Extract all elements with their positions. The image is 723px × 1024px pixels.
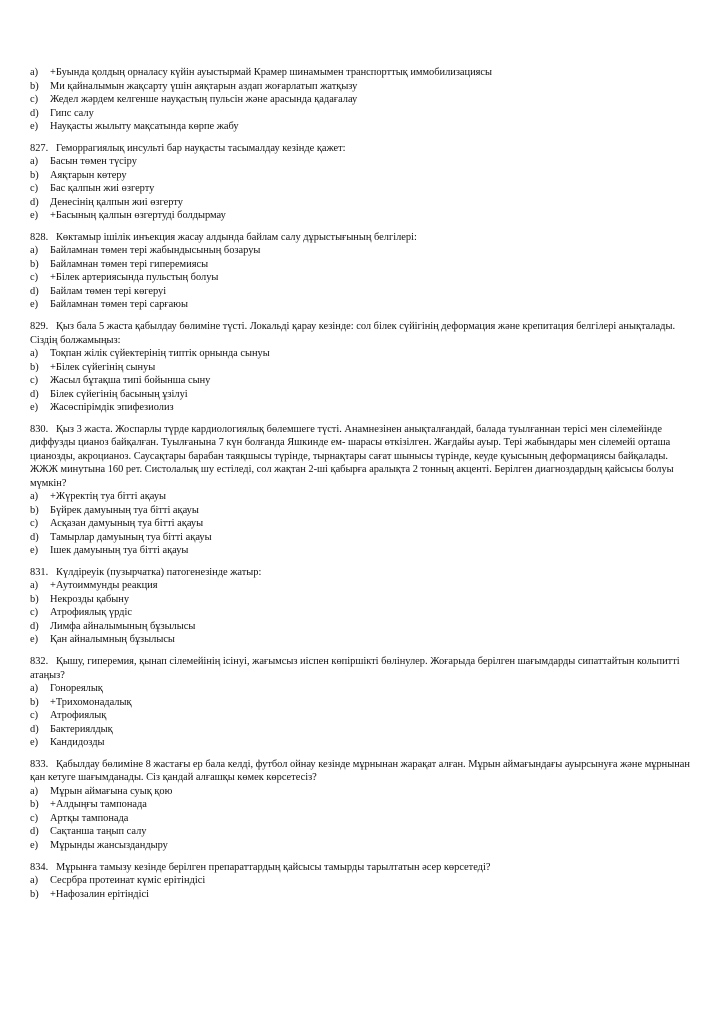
question-number: 829. xyxy=(30,321,49,333)
question-body: Геморрагиялық инсульті бар науқасты тасымалдау кезінде қажет: xyxy=(55,142,346,154)
question-body: Қыз 3 жаста. Жоспарлы түрде кардиологиялық бөлемшеге түсті. Анамнезінен анықталғандай, балада туылғаннан терісі мен сілемейінде диффузды цианоз байқалған. Туылғанына 7 күн болғанда Яшкинде ем- шарасы өткізілген. Жағдайы ауыр. Тері жабындары мен сілемейі орташа цианозды, акроцианоз. Саусақтары барабан таяқшысы түрінде, тырнақтары сағат шынысы түрінде, кеуде қуысының деформациясы байқалады. ЖЖЖ минутына 160 рет. Систолалық шу естіледі, сол жақтан 2-ші қабырға аралықта 2 тонның акценті. Берілген диагноздардың қайсысы болуы мүмкін? xyxy=(30,423,674,489)
question-body: Мұрынға тамызу кезінде берілген препараттардың қайсысы тамырды тарылтатын әсер көрсетеді? xyxy=(55,861,491,873)
question-text xyxy=(30,320,695,347)
answer-option xyxy=(30,155,695,169)
option-text: Артқы тампонада xyxy=(50,812,129,824)
option-text: Гипс салу xyxy=(50,107,94,119)
option-text: Науқасты жылыту мақсатында көрпе жабу xyxy=(50,121,239,132)
option-letter: b) xyxy=(30,888,39,900)
option-letter: d) xyxy=(30,285,39,297)
option-letter: b) xyxy=(30,361,39,373)
question-body: Қыз бала 5 жаста қабылдау бөлиміне түсті. Локальді қарау кезінде: сол білек сүйігінің деформация және крепитация белгілері анықталады. Сіздің болжамыңыз: xyxy=(30,321,676,346)
option-letter: e) xyxy=(30,634,39,646)
option-letter: c) xyxy=(30,812,39,824)
question-text xyxy=(30,566,695,580)
option-text: Тоқпан жілік сүйектерінің типтік орнында сынуы xyxy=(50,348,270,360)
option-letter: d) xyxy=(30,723,39,735)
answer-option xyxy=(30,271,695,285)
question-block xyxy=(30,423,695,558)
option-text: Сесрбра протеинат күміс ерітіндісі xyxy=(50,875,206,886)
option-text: Бүйрек дамуының туа бітті ақауы xyxy=(50,504,199,516)
option-letter: e) xyxy=(30,299,39,311)
option-letter: c) xyxy=(30,710,39,722)
option-text: Кандидозды xyxy=(50,737,105,749)
option-letter: c) xyxy=(30,272,39,284)
option-letter: a) xyxy=(30,245,39,257)
answer-option xyxy=(30,606,695,620)
option-text: +Нафозалин ерітіндісі xyxy=(50,888,149,900)
option-text: Бас қалпын жиі өзгерту xyxy=(50,183,155,195)
answer-option xyxy=(30,620,695,634)
option-text: Атрофиялық үрдіс xyxy=(50,607,132,619)
option-letter: d) xyxy=(30,826,39,838)
option-text: Тамырлар дамуының туа бітті ақауы xyxy=(50,531,212,543)
answer-option xyxy=(30,244,695,258)
answer-option xyxy=(30,209,695,223)
option-text: Білек сүйегінің басының ұзілуі xyxy=(50,388,188,400)
option-letter: c) xyxy=(30,183,39,195)
option-letter: c) xyxy=(30,518,39,530)
question-body: Қышу, гиперемия, қынап сілемейінің ісінуі, жағымсыз иіспен көпіршікті бөлінулер. Жоғарыда берілген шағымдарды сипаттайтын кольпитті атаңыз? xyxy=(30,656,680,681)
question-number: 833. xyxy=(30,758,49,770)
option-text: Ішек дамуының туа бітті ақауы xyxy=(50,545,189,557)
option-text: +Білек сүйегінің сынуы xyxy=(50,361,156,373)
question-block xyxy=(30,66,695,134)
answer-option xyxy=(30,374,695,388)
question-number: 827. xyxy=(30,142,49,154)
question-body: Қабылдау бөлиміне 8 жастағы ер бала келді, футбол ойнау кезінде мұрнынан жарақат алған. Мұрын аймағындағы ауырсынуға және мұрнынан қан кетуге шағымданады. Сіз қандай алғашқы көмек көрсетесіз? xyxy=(30,758,690,784)
option-letter: b) xyxy=(30,169,39,181)
option-letter: a) xyxy=(30,580,39,592)
question-block xyxy=(30,142,695,223)
option-text: Жедел жәрдем келгенше науқастың пульсін және арасында қадағалау xyxy=(50,94,358,105)
option-letter: e) xyxy=(30,545,39,557)
option-text: Аяқтарын көтеру xyxy=(50,169,127,181)
option-text: Басын төмен түсіру xyxy=(50,156,137,168)
question-body: Көктамыр ішілік инъекция жасау алдында байлам салу дұрыстығының белгілері: xyxy=(55,231,417,243)
option-text: Лимфа айналымының бұзылысы xyxy=(50,620,196,632)
option-letter: e) xyxy=(30,839,39,851)
option-letter: a) xyxy=(30,785,39,797)
option-letter: d) xyxy=(30,107,39,119)
answer-option xyxy=(30,196,695,210)
question-block xyxy=(30,861,695,902)
answer-option xyxy=(30,80,695,94)
option-text: Қан айналымның бұзылысы xyxy=(50,634,175,646)
option-text: Байламнан төмен тері жабындысының бозаруы xyxy=(50,245,261,257)
option-text: +Басының қалпын өзгертуді болдырмау xyxy=(50,210,226,222)
answer-option xyxy=(30,169,695,183)
option-letter: b) xyxy=(30,593,39,605)
option-letter: b) xyxy=(30,258,39,270)
answer-option xyxy=(30,298,695,312)
question-body: Күлдіреуік (пузырчатка) патогенезінде жатыр: xyxy=(55,566,262,578)
answer-option xyxy=(30,839,695,853)
option-text: Жасыл бұтақша типі бойынша сыну xyxy=(50,375,211,387)
option-letter: b) xyxy=(30,504,39,516)
option-text: +Жүректің туа бітті ақауы xyxy=(50,491,167,503)
answer-option xyxy=(30,812,695,826)
question-number: 831. xyxy=(30,566,49,578)
option-text: Асқазан дамуының туа бітті ақауы xyxy=(50,518,204,530)
question-block xyxy=(30,566,695,647)
answer-option xyxy=(30,682,695,696)
option-text: Мұрынды жансыздандыру xyxy=(50,839,168,851)
option-text: Некрозды қабыну xyxy=(50,593,130,605)
answer-option xyxy=(30,825,695,839)
answer-option xyxy=(30,531,695,545)
question-text xyxy=(30,231,695,245)
option-letter: a) xyxy=(30,67,39,78)
answer-option xyxy=(30,388,695,402)
question-text xyxy=(30,142,695,156)
answer-option xyxy=(30,709,695,723)
option-text: +Алдыңғы тампонада xyxy=(50,799,147,811)
answer-option xyxy=(30,874,695,888)
answer-option xyxy=(30,347,695,361)
question-text xyxy=(30,655,695,682)
answer-option xyxy=(30,120,695,134)
option-letter: d) xyxy=(30,196,39,208)
option-letter: d) xyxy=(30,620,39,632)
answer-option xyxy=(30,361,695,375)
option-letter: b) xyxy=(30,696,39,708)
option-text: +Буында қолдың орналасу күйін ауыстырмай Крамер шинамымен транспорттық иммобилизациясы xyxy=(50,67,493,78)
option-letter: c) xyxy=(30,607,39,619)
option-letter: c) xyxy=(30,94,39,105)
question-block xyxy=(30,758,695,853)
option-text: Байлам төмен тері көгеруі xyxy=(50,285,167,297)
option-letter: d) xyxy=(30,531,39,543)
option-letter: a) xyxy=(30,875,39,886)
question-number: 832. xyxy=(30,656,49,668)
option-letter: e) xyxy=(30,210,39,222)
answer-option xyxy=(30,285,695,299)
answer-option xyxy=(30,888,695,902)
option-letter: a) xyxy=(30,491,39,503)
option-letter: a) xyxy=(30,348,39,360)
answer-option xyxy=(30,696,695,710)
option-letter: b) xyxy=(30,799,39,811)
option-text: Денесінің қалпын жиі өзгерту xyxy=(50,196,183,208)
option-letter: e) xyxy=(30,402,39,414)
option-text: Бактериялдық xyxy=(50,723,113,735)
answer-option xyxy=(30,579,695,593)
answer-option xyxy=(30,504,695,518)
question-number: 828. xyxy=(30,231,49,243)
answer-option xyxy=(30,66,695,80)
answer-option xyxy=(30,736,695,750)
question-text xyxy=(30,758,695,785)
option-text: Сақтанша таңып салу xyxy=(50,826,147,838)
option-letter: a) xyxy=(30,156,39,168)
option-letter: b) xyxy=(30,80,39,92)
option-letter: e) xyxy=(30,737,39,749)
option-letter: e) xyxy=(30,121,39,132)
answer-option xyxy=(30,785,695,799)
answer-option xyxy=(30,490,695,504)
answer-option xyxy=(30,517,695,531)
option-text: Байламнан төмен тері сарғаюы xyxy=(50,299,188,311)
answer-option xyxy=(30,93,695,107)
option-text: Байламнан төмен тері гиперемиясы xyxy=(50,258,209,270)
question-number: 830. xyxy=(30,423,49,435)
question-block xyxy=(30,231,695,312)
question-list xyxy=(30,66,695,909)
answer-option xyxy=(30,401,695,415)
question-text xyxy=(30,423,695,491)
question-text xyxy=(30,861,695,875)
question-block xyxy=(30,320,695,415)
option-text: Мұрын аймағына суық қою xyxy=(50,785,173,797)
option-letter: c) xyxy=(30,375,39,387)
answer-option xyxy=(30,544,695,558)
answer-option xyxy=(30,798,695,812)
answer-option xyxy=(30,107,695,121)
option-letter: d) xyxy=(30,388,39,400)
option-text: Ми қайналымын жақсарту үшін аяқтарын аздап жоғарлатып жатқызу xyxy=(50,80,358,92)
option-text: Жасөспірімдік эпифезиолиз xyxy=(50,402,174,414)
option-letter: a) xyxy=(30,683,39,695)
option-text: +Білек артериясында пульстың болуы xyxy=(50,272,219,284)
answer-option xyxy=(30,182,695,196)
answer-option xyxy=(30,723,695,737)
answer-option xyxy=(30,633,695,647)
option-text: +Аутоиммунды реакция xyxy=(50,580,158,592)
option-text: Атрофиялық xyxy=(50,710,107,722)
answer-option xyxy=(30,593,695,607)
answer-option xyxy=(30,258,695,272)
question-block xyxy=(30,655,695,750)
question-number: 834. xyxy=(30,861,49,873)
option-text: +Трихомонадалық xyxy=(50,696,132,708)
option-text: Гонореялық xyxy=(50,683,103,695)
